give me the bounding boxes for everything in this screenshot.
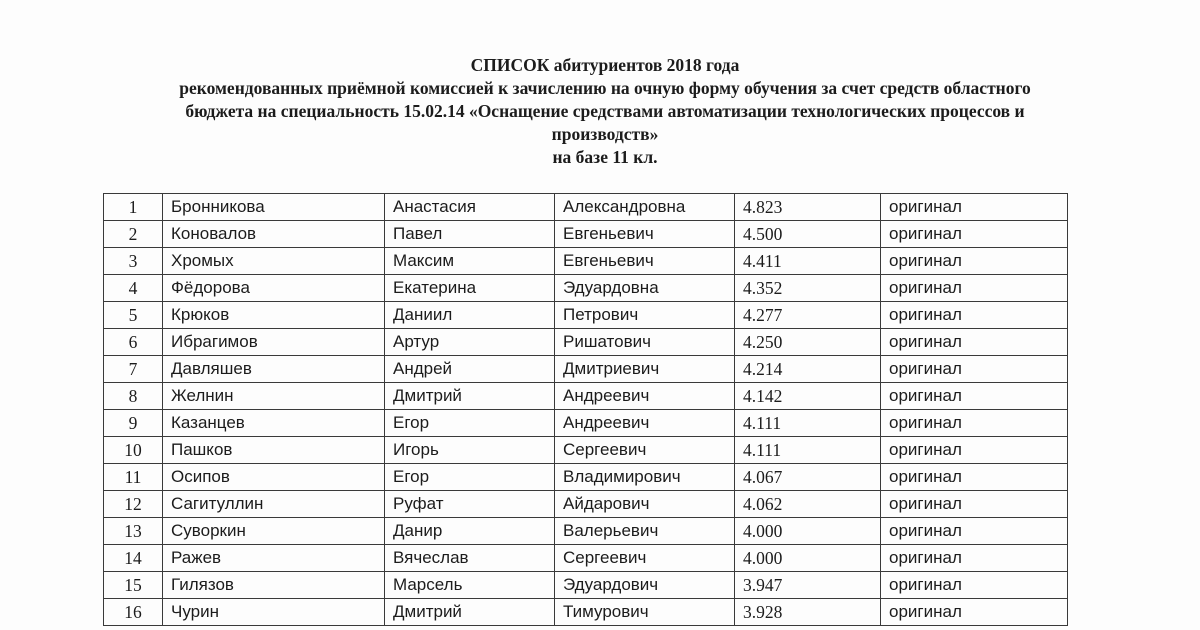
applicants-table-body (104, 194, 1068, 626)
surname-cell: Хромых (163, 248, 385, 275)
average-score-cell: 4.250 (735, 329, 881, 356)
row-number: 8 (104, 383, 163, 410)
heading-subtitle-line-1: рекомендованных приёмной комиссией к зачислению на очную форму обучения за счет средств областного (179, 78, 1031, 98)
document-type-cell: оригинал (881, 275, 1068, 302)
row-number: 2 (104, 221, 163, 248)
document-type-cell: оригинал (881, 572, 1068, 599)
average-score-cell: 4.214 (735, 356, 881, 383)
surname-cell: Осипов (163, 464, 385, 491)
heading-subtitle-line-3: производств» (551, 124, 659, 144)
row-number: 10 (104, 437, 163, 464)
patronymic-cell: Евгеньевич (555, 248, 735, 275)
table-row (104, 383, 1068, 410)
average-score-cell: 4.111 (735, 437, 881, 464)
average-score-cell: 4.000 (735, 518, 881, 545)
heading-subtitle-line-4: на базе 11 кл. (552, 147, 658, 167)
first-name-cell: Максим (385, 248, 555, 275)
patronymic-cell: Эдуардовна (555, 275, 735, 302)
patronymic-cell: Эдуардович (555, 572, 735, 599)
document-type-cell: оригинал (881, 545, 1068, 572)
first-name-cell: Вячеслав (385, 545, 555, 572)
patronymic-cell: Тимурович (555, 599, 735, 626)
surname-cell: Давляшев (163, 356, 385, 383)
table-row (104, 329, 1068, 356)
row-number: 9 (104, 410, 163, 437)
first-name-cell: Руфат (385, 491, 555, 518)
patronymic-cell: Валерьевич (555, 518, 735, 545)
patronymic-cell: Евгеньевич (555, 221, 735, 248)
average-score-cell: 4.062 (735, 491, 881, 518)
average-score-cell: 4.500 (735, 221, 881, 248)
document-type-cell: оригинал (881, 437, 1068, 464)
average-score-cell: 4.111 (735, 410, 881, 437)
surname-cell: Ибрагимов (163, 329, 385, 356)
surname-cell: Крюков (163, 302, 385, 329)
first-name-cell: Игорь (385, 437, 555, 464)
surname-cell: Суворкин (163, 518, 385, 545)
document-type-cell: оригинал (881, 383, 1068, 410)
document-type-cell: оригинал (881, 356, 1068, 383)
surname-cell: Чурин (163, 599, 385, 626)
row-number: 4 (104, 275, 163, 302)
document-type-cell: оригинал (881, 491, 1068, 518)
applicants-table (103, 193, 1068, 626)
first-name-cell: Марсель (385, 572, 555, 599)
heading-subtitle-line-2: бюджета на специальность 15.02.14 «Оснащение средствами автоматизации технологических процессов и (185, 101, 1025, 121)
table-row (104, 572, 1068, 599)
first-name-cell: Артур (385, 329, 555, 356)
row-number: 1 (104, 194, 163, 221)
document-type-cell: оригинал (881, 221, 1068, 248)
document-type-cell: оригинал (881, 302, 1068, 329)
document-type-cell: оригинал (881, 194, 1068, 221)
row-number: 11 (104, 464, 163, 491)
first-name-cell: Екатерина (385, 275, 555, 302)
table-row (104, 356, 1068, 383)
first-name-cell: Анастасия (385, 194, 555, 221)
table-row (104, 275, 1068, 302)
patronymic-cell: Владимирович (555, 464, 735, 491)
table-row (104, 248, 1068, 275)
surname-cell: Гилязов (163, 572, 385, 599)
document-type-cell: оригинал (881, 248, 1068, 275)
average-score-cell: 4.000 (735, 545, 881, 572)
document-type-cell: оригинал (881, 410, 1068, 437)
table-row (104, 464, 1068, 491)
row-number: 12 (104, 491, 163, 518)
average-score-cell: 4.352 (735, 275, 881, 302)
patronymic-cell: Андреевич (555, 410, 735, 437)
table-row (104, 194, 1068, 221)
patronymic-cell: Айдарович (555, 491, 735, 518)
table-row (104, 221, 1068, 248)
row-number: 13 (104, 518, 163, 545)
surname-cell: Ражев (163, 545, 385, 572)
average-score-cell: 4.823 (735, 194, 881, 221)
row-number: 7 (104, 356, 163, 383)
first-name-cell: Дмитрий (385, 599, 555, 626)
average-score-cell: 4.277 (735, 302, 881, 329)
document-type-cell: оригинал (881, 599, 1068, 626)
table-row (104, 410, 1068, 437)
patronymic-cell: Петрович (555, 302, 735, 329)
patronymic-cell: Дмитриевич (555, 356, 735, 383)
average-score-cell: 3.928 (735, 599, 881, 626)
table-row (104, 599, 1068, 626)
row-number: 16 (104, 599, 163, 626)
document-heading (100, 54, 1110, 169)
first-name-cell: Павел (385, 221, 555, 248)
patronymic-cell: Ришатович (555, 329, 735, 356)
table-row (104, 545, 1068, 572)
table-row (104, 491, 1068, 518)
row-number: 5 (104, 302, 163, 329)
table-row (104, 518, 1068, 545)
surname-cell: Сагитуллин (163, 491, 385, 518)
first-name-cell: Данир (385, 518, 555, 545)
average-score-cell: 3.947 (735, 572, 881, 599)
first-name-cell: Даниил (385, 302, 555, 329)
heading-title: СПИСОК абитуриентов 2018 года (470, 55, 740, 75)
row-number: 14 (104, 545, 163, 572)
average-score-cell: 4.067 (735, 464, 881, 491)
surname-cell: Пашков (163, 437, 385, 464)
row-number: 15 (104, 572, 163, 599)
surname-cell: Казанцев (163, 410, 385, 437)
patronymic-cell: Сергеевич (555, 437, 735, 464)
document-type-cell: оригинал (881, 518, 1068, 545)
document-type-cell: оригинал (881, 464, 1068, 491)
table-row (104, 302, 1068, 329)
surname-cell: Бронникова (163, 194, 385, 221)
average-score-cell: 4.411 (735, 248, 881, 275)
average-score-cell: 4.142 (735, 383, 881, 410)
first-name-cell: Егор (385, 410, 555, 437)
first-name-cell: Андрей (385, 356, 555, 383)
surname-cell: Фёдорова (163, 275, 385, 302)
patronymic-cell: Андреевич (555, 383, 735, 410)
row-number: 6 (104, 329, 163, 356)
table-row (104, 437, 1068, 464)
surname-cell: Коновалов (163, 221, 385, 248)
first-name-cell: Егор (385, 464, 555, 491)
surname-cell: Желнин (163, 383, 385, 410)
first-name-cell: Дмитрий (385, 383, 555, 410)
patronymic-cell: Сергеевич (555, 545, 735, 572)
document-type-cell: оригинал (881, 329, 1068, 356)
row-number: 3 (104, 248, 163, 275)
patronymic-cell: Александровна (555, 194, 735, 221)
